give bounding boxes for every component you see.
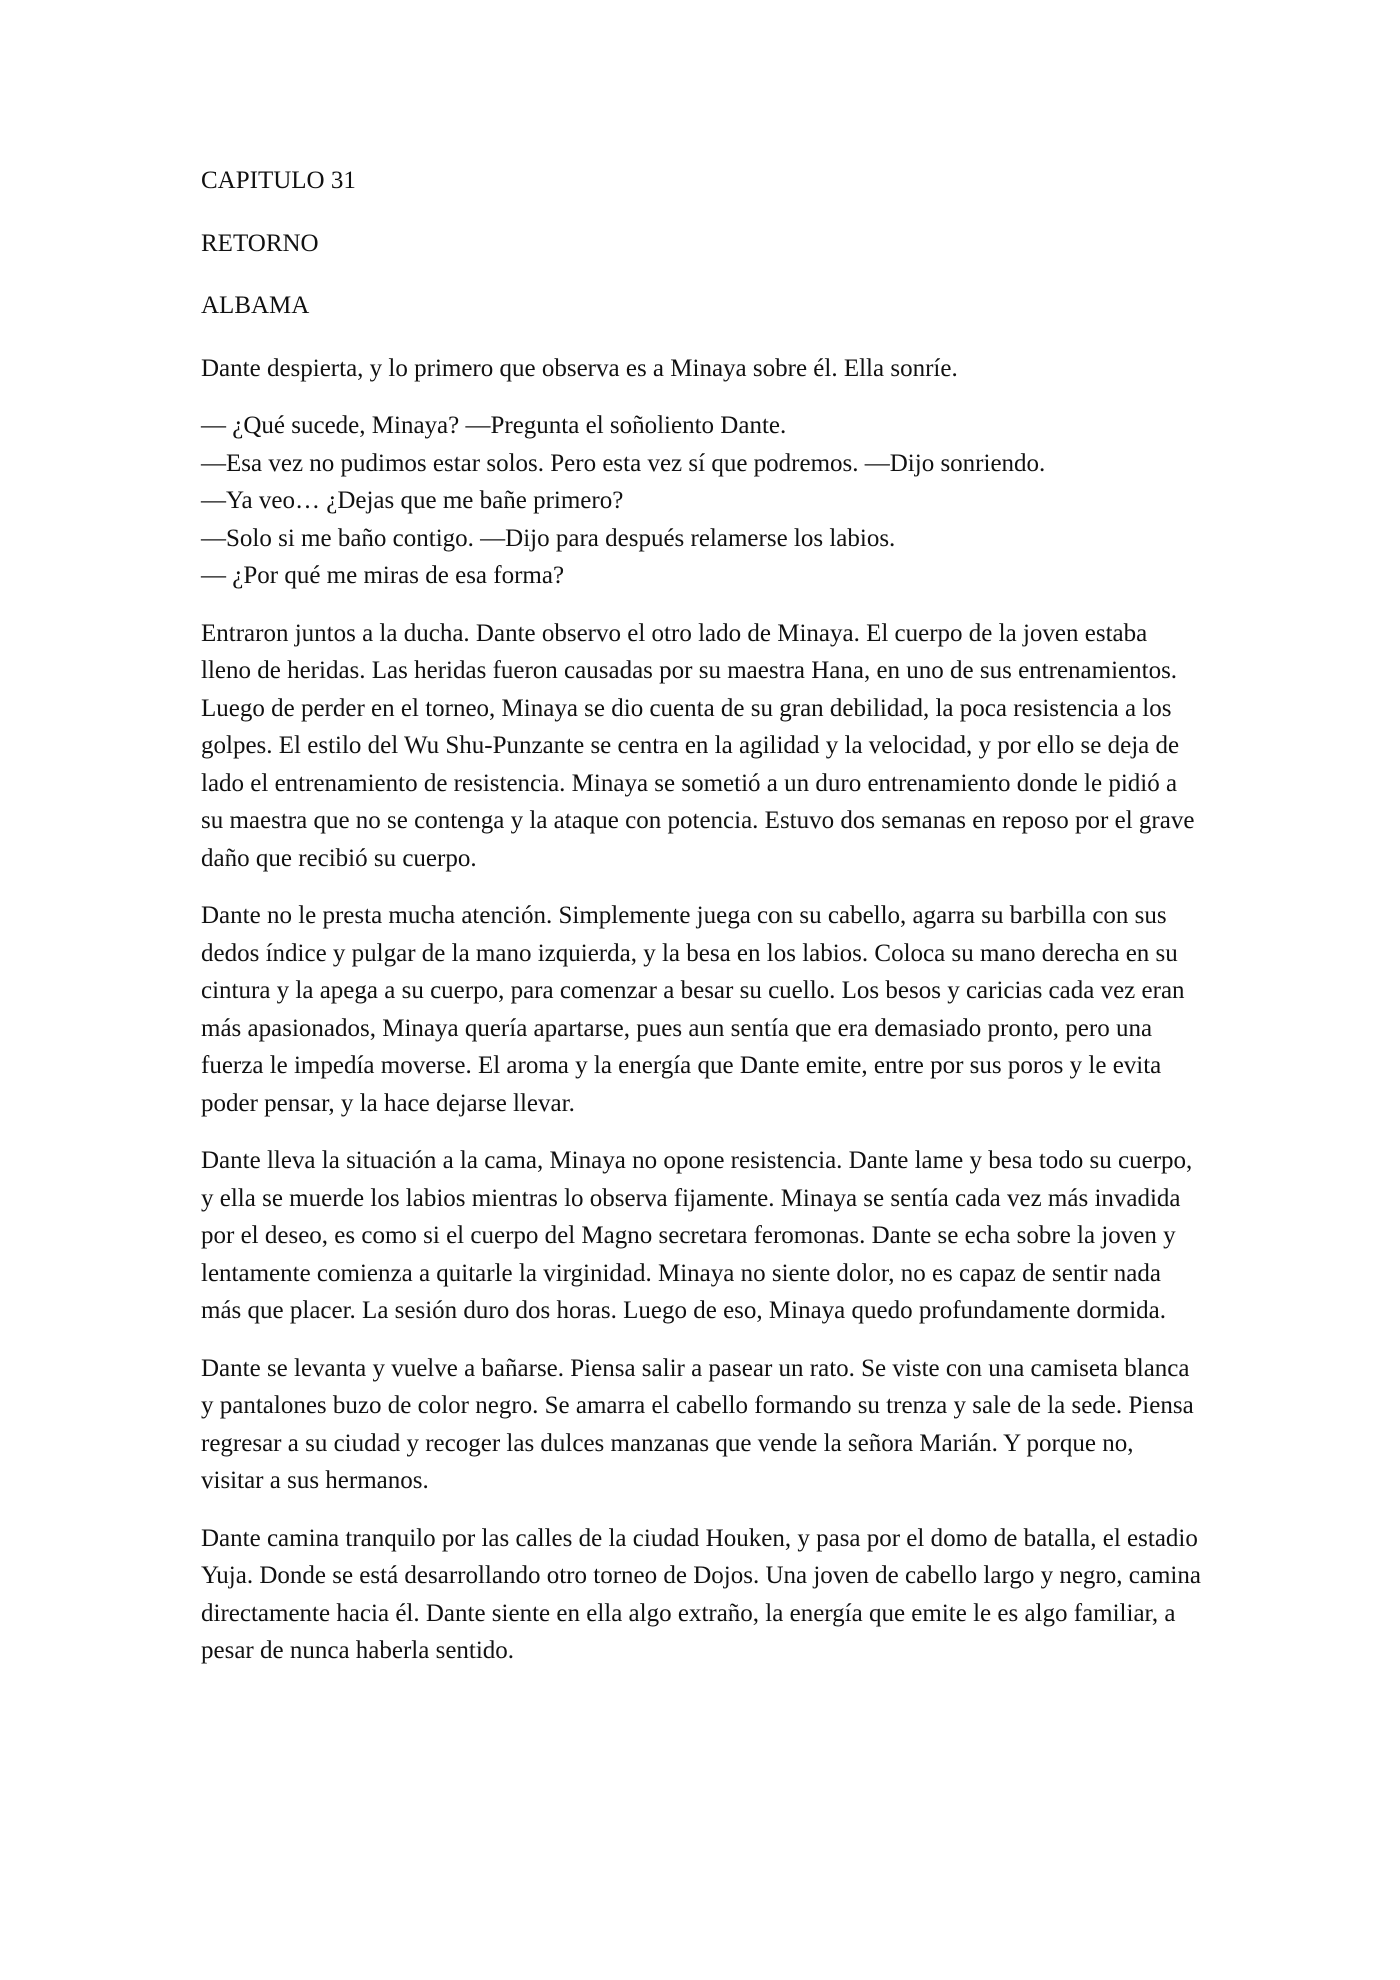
body-paragraph: Entraron juntos a la ducha. Dante observo el otro lado de Minaya. El cuerpo de la joven estaba lleno de heridas. Las heridas fueron causadas por su maestra Hana, en uno de sus entrenamientos. Luego de perder en el torneo, Minaya se dio cuenta de su gran debilidad, la poca resistencia a los golpes. El estilo del Wu Shu-Punzante se centra en la agilidad y la velocidad, y por ello se deja de lado el entrenamiento de resistencia. Minaya se sometió a un duro entrenamiento donde le pidió a su maestra que no se contenga y la ataque con potencia. Estuvo dos semanas en reposo por el grave daño que recibió su cuerpo.: [201, 619, 1195, 872]
chapter-title: RETORNO: [201, 229, 319, 257]
document-page: [201, 162, 1201, 1690]
dialogue-line: —Esa vez no pudimos estar solos. Pero esta vez sí que podremos. —Dijo sonriendo.: [201, 449, 1046, 477]
dialogue-line: —Ya veo… ¿Dejas que me bañe primero?: [201, 487, 624, 514]
section-location: ALBAMA: [201, 292, 310, 319]
body-paragraph: Dante camina tranquilo por las calles de la ciudad Houken, y pasa por el domo de batalla, el estadio Yuja. Donde se está desarrollando otro torneo de Dojos. Una joven de cabello largo y negro, camina directamente hacia él. Dante siente en ella algo extraño, la energía que emite le es algo familiar, a pesar de nunca haberla sentido.: [201, 1524, 1201, 1664]
intro-paragraph: Dante despierta, y lo primero que observa es a Minaya sobre él. Ella sonríe.: [201, 354, 958, 382]
dialogue-line: — ¿Por qué me miras de esa forma?: [201, 562, 565, 589]
chapter-number: CAPITULO 31: [201, 167, 356, 194]
dialogue-line: —Solo si me baño contigo. —Dijo para después relamerse los labios.: [201, 524, 896, 552]
body-paragraph: Dante no le presta mucha atención. Simplemente juega con su cabello, agarra su barbilla con sus dedos índice y pulgar de la mano izquierda, y la besa en los labios. Coloca su mano derecha en su cintura y la apega a su cuerpo, para comenzar a besar su cuello. Los besos y caricias cada vez eran más apasionados, Minaya quería apartarse, pues aun sentía que era demasiado pronto, pero una fuerza le impedía moverse. El aroma y la energía que Dante emite, entre por sus poros y le evita poder pensar, y la hace dejarse llevar.: [201, 902, 1185, 1117]
body-paragraph: Dante lleva la situación a la cama, Minaya no opone resistencia. Dante lame y besa todo su cuerpo, y ella se muerde los labios mientras lo observa fijamente. Minaya se sentía cada vez más invadida por el deseo, es como si el cuerpo del Magno secretara feromonas. Dante se echa sobre la joven y lentamente comienza a quitarle la virginidad. Minaya no siente dolor, no es capaz de sentir nada más que placer. La sesión duro dos horas. Luego de eso, Minaya quedo profundamente dormida.: [201, 1147, 1193, 1324]
body-paragraph: Dante se levanta y vuelve a bañarse. Piensa salir a pasear un rato. Se viste con una camiseta blanca y pantalones buzo de color negro. Se amarra el cabello formando su trenza y sale de la sede. Piensa regresar a su ciudad y recoger las dulces manzanas que vende la señora Marián. Y porque no, visitar a sus hermanos.: [201, 1354, 1194, 1494]
dialogue-line: — ¿Qué sucede, Minaya? —Pregunta el soñoliento Dante.: [201, 412, 787, 439]
dialogue-block: [201, 407, 1201, 595]
